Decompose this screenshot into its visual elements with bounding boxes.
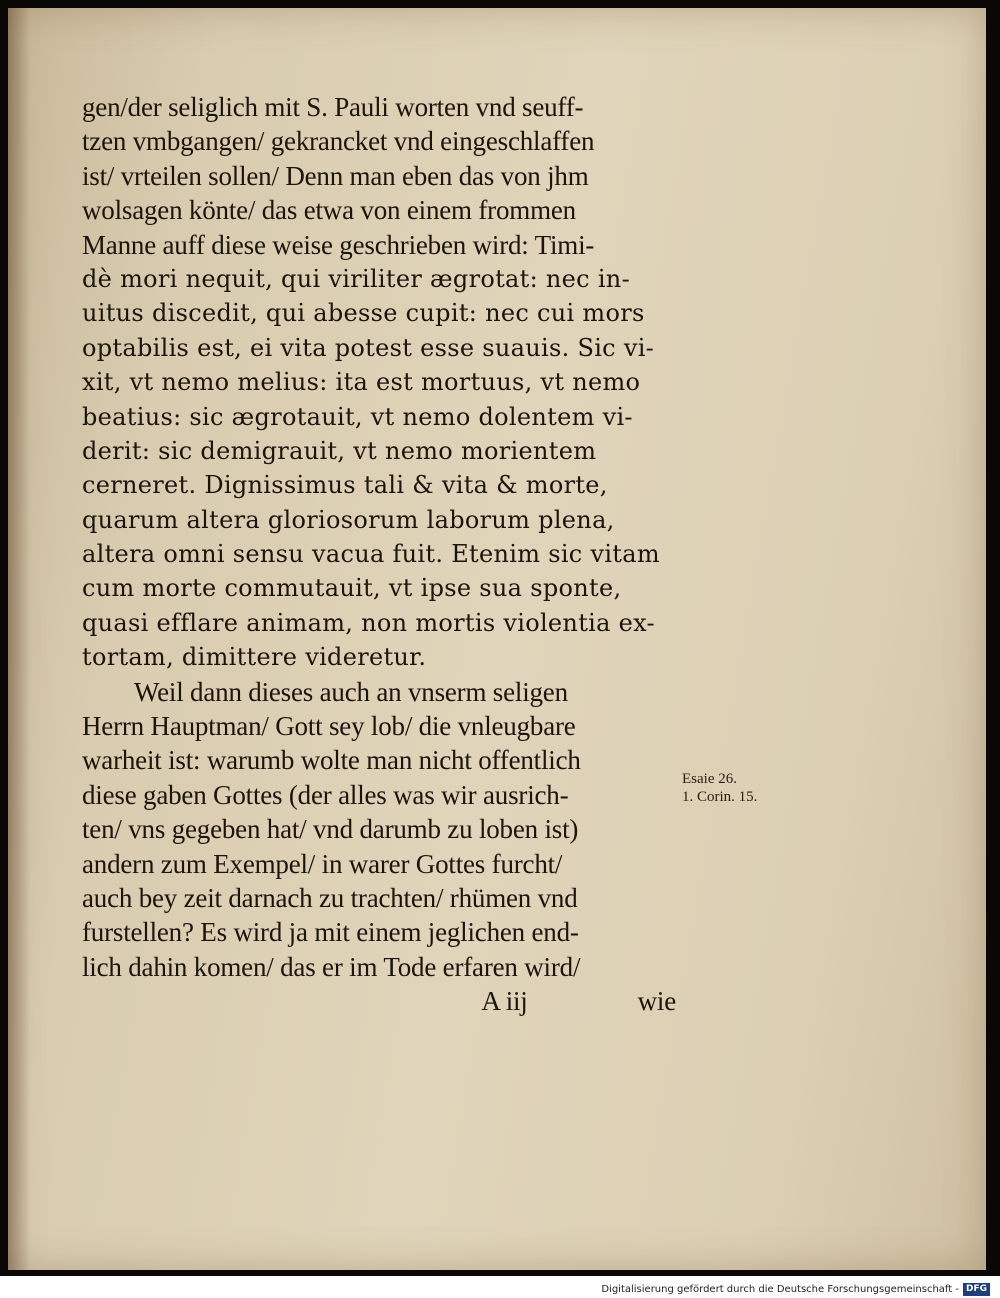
- text-line: altera omni sensu vacua fuit. Etenim sic vitam: [82, 540, 660, 569]
- text-line: optabilis est, ei vita potest esse suauis. Sic vi-: [82, 333, 655, 362]
- margin-note-references: [682, 770, 757, 806]
- text-line: quarum altera gloriosorum laborum plena,: [82, 505, 615, 534]
- dfg-logo-icon[interactable]: DFG: [963, 1283, 990, 1296]
- signature-mark: A iij: [481, 986, 528, 1017]
- text-line: ten/ vns gegeben hat/ vnd darumb zu loben ist): [82, 814, 579, 845]
- text-line: cerneret. Dignissimus tali & vita & morte,: [82, 471, 608, 500]
- text-line: dè mori nequit, qui viriliter ægrotat: nec in-: [82, 264, 630, 293]
- text-line: derit: sic demigrauit, vt nemo morientem: [82, 436, 597, 465]
- margin-note-line: 1. Corin. 15.: [682, 789, 758, 805]
- text-line: warheit ist: warumb wolte man nicht offentlich: [82, 745, 581, 776]
- text-line: Manne auff diese weise geschrieben wird: Timi-: [82, 229, 595, 260]
- text-line: furstellen? Es wird ja mit einem jeglichen end-: [82, 917, 579, 948]
- text-line: andern zum Exempel/ in warer Gottes furcht/: [82, 848, 563, 879]
- book-page: [8, 8, 986, 1270]
- text-line: uitus discedit, qui abesse cupit: nec cui mors: [82, 299, 645, 328]
- text-line: diese gaben Gottes (der alles was wir ausrich-: [82, 779, 569, 810]
- footer-credit-bar: [601, 1282, 990, 1296]
- text-line: auch bey zeit darnach zu trachten/ rhümen vnd: [82, 882, 578, 913]
- text-line: Weil dann dieses auch an vnserm seligen: [134, 676, 568, 707]
- catchword: wie: [637, 986, 676, 1017]
- text-line: cum morte commutauit, vt ipse sua sponte,: [82, 574, 622, 603]
- page-text-block: [82, 90, 682, 1019]
- text-line: xit, vt nemo melius: ita est mortuus, vt nemo: [82, 368, 641, 397]
- text-line: Herrn Hauptman/ Gott sey lob/ die vnleugbare: [82, 711, 576, 742]
- text-line: quasi efflare animam, non mortis violentia ex-: [82, 608, 655, 637]
- text-line: gen/der seliglich mit S. Pauli worten vnd seuff-: [82, 92, 584, 122]
- text-line: wolsagen könte/ das etwa von einem frommen: [82, 195, 576, 226]
- text-line: tzen vmbgangen/ gekrancket vnd eingeschlaffen: [82, 126, 595, 157]
- text-line: beatius: sic ægrotauit, vt nemo dolentem vi-: [82, 402, 633, 431]
- signature-catchword-line: [82, 984, 682, 1018]
- text-line: ist/ vrteilen sollen/ Denn man eben das von jhm: [82, 160, 589, 191]
- margin-note-line: Esaie 26.: [682, 771, 737, 787]
- text-line: lich dahin komen/ das er im Tode erfaren wird/: [82, 951, 581, 982]
- funding-credit-text: Digitalisierung gefördert durch die Deutsche Forschungsgemeinschaft -: [601, 1283, 959, 1295]
- text-line: tortam, dimittere videretur.: [82, 643, 427, 672]
